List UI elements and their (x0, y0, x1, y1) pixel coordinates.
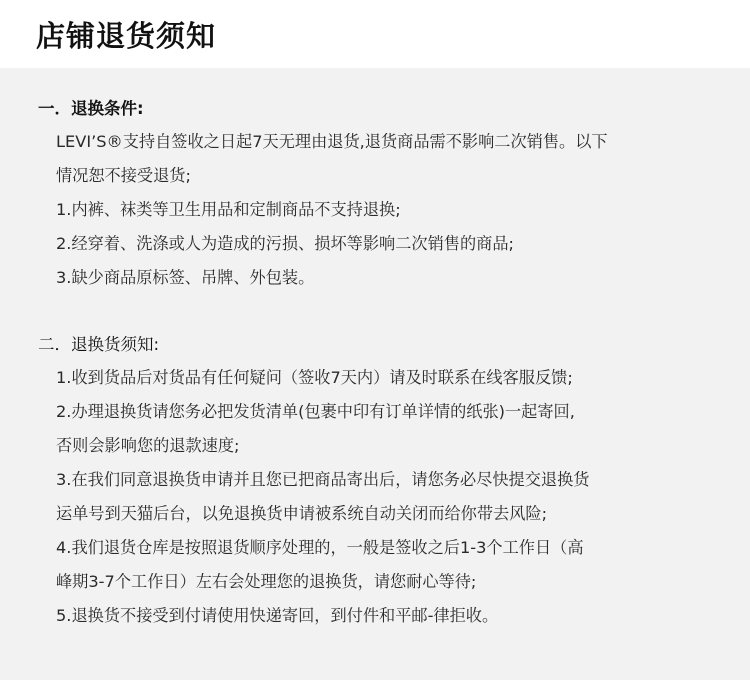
text-line: 情况恕不接受退货; (56, 166, 191, 185)
text-line: 2.办理退换货请您务必把发货清单(包裹中印有订单详情的纸张)一起寄回, (56, 402, 575, 421)
section-return-conditions (38, 93, 750, 295)
section-title: 一．退换条件: (38, 99, 144, 118)
text-line: 1.收到货品后对货品有任何疑问（签收7天内）请及时联系在线客服反馈; (56, 368, 573, 387)
text-line: LEVI’S®支持自签收之日起7天无理由退货,退货商品需不影响二次销售。以下 (56, 132, 608, 151)
page-header (0, 0, 750, 68)
section-title: 二．退换货须知: (38, 335, 160, 354)
text-line: 3.在我们同意退换货申请并且您已把商品寄出后，请您务必尽快提交退换货 (56, 470, 590, 489)
section-return-notice (38, 329, 750, 633)
text-line: 峰期3-7个工作日）左右会处理您的退换货，请您耐心等待; (56, 572, 477, 591)
text-line: 5.退换货不接受到付请使用快递寄回，到付件和平邮-律拒收。 (56, 606, 499, 625)
text-line: 4.我们退货仓库是按照退货顺序处理的，一般是签收之后1-3个工作日（高 (56, 538, 584, 557)
text-line: 1.内裤、袜类等卫生用品和定制商品不支持退换; (56, 200, 401, 219)
text-line: 运单号到天猫后台，以免退换货申请被系统自动关闭而给你带去风险; (56, 504, 548, 523)
text-line: 否则会影响您的退款速度; (56, 436, 240, 455)
section-spacer (38, 295, 750, 329)
text-line: 2.经穿着、洗涤或人为造成的污损、损坏等影响二次销售的商品; (56, 234, 514, 253)
text-line: 3.缺少商品原标签、吊牌、外包装。 (56, 268, 315, 287)
page-title: 店铺退货须知 (36, 18, 217, 53)
return-policy-content (0, 68, 750, 680)
